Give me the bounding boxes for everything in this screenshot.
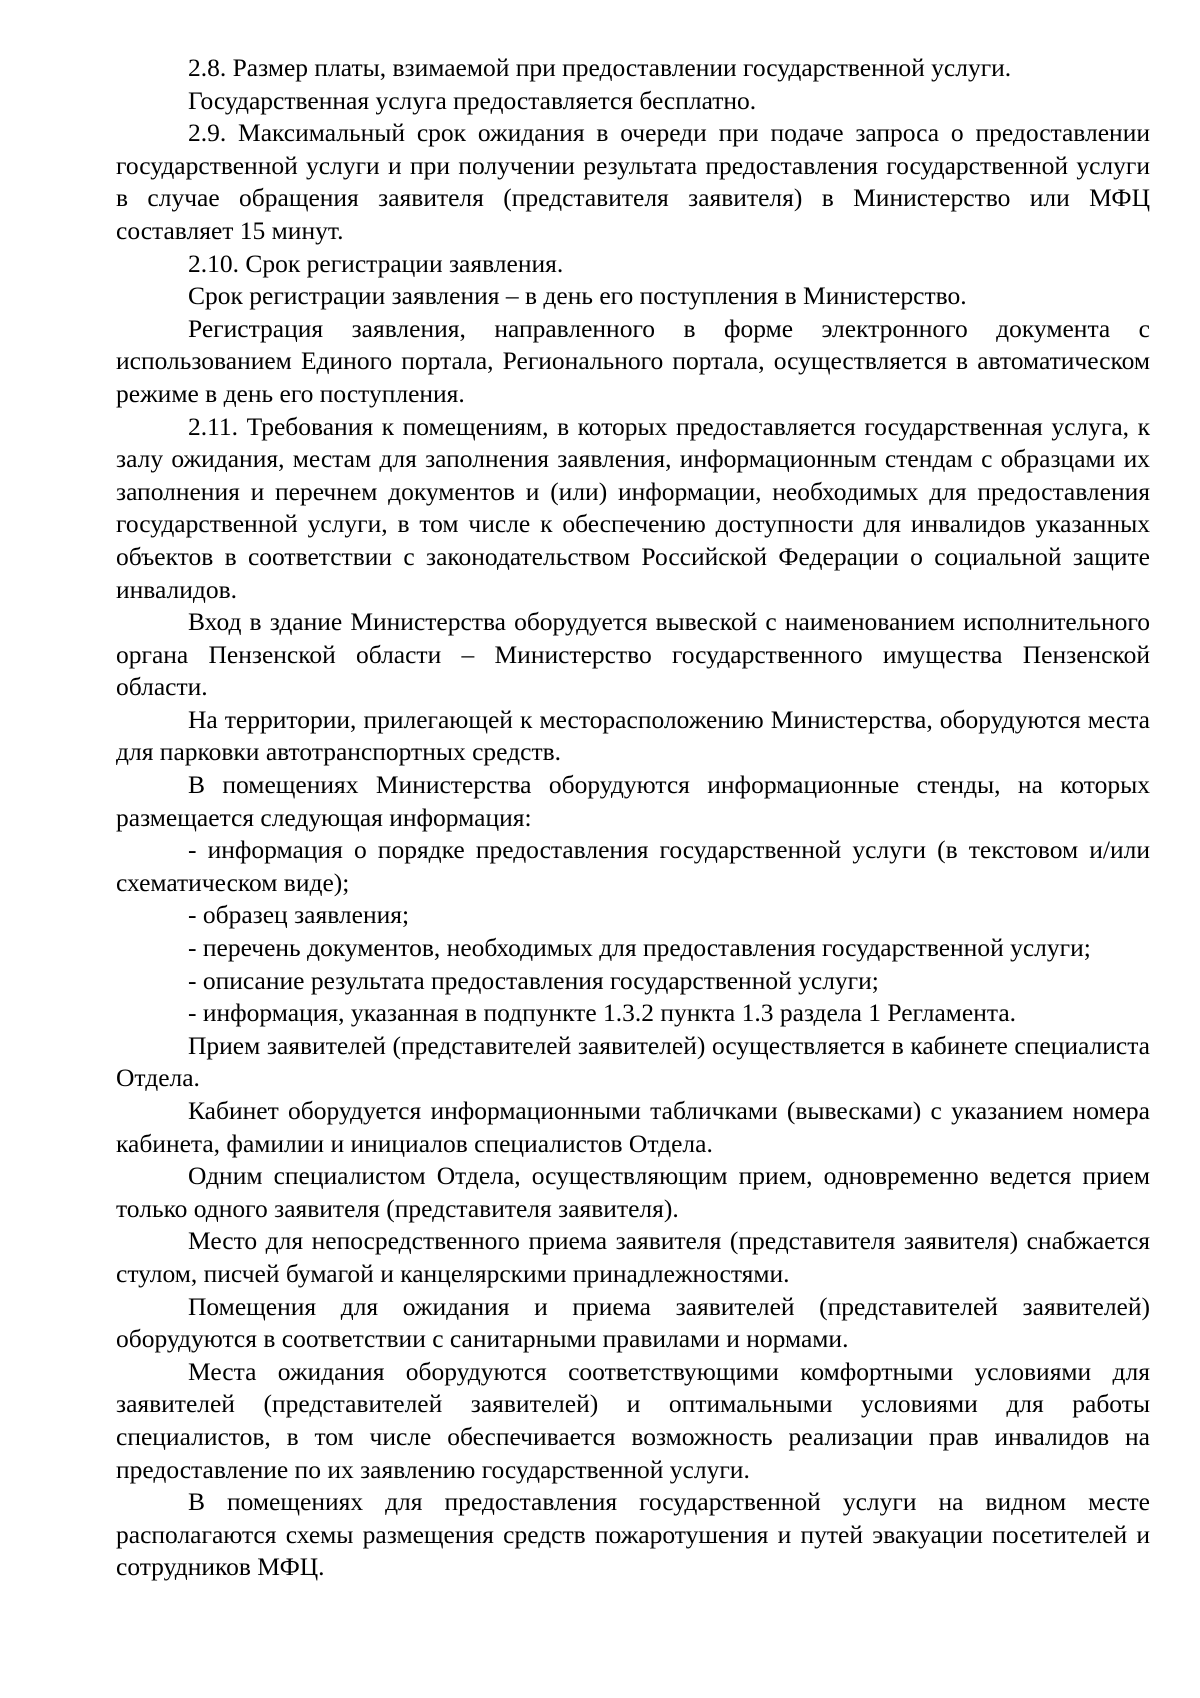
paragraph-registration-term: Срок регистрации заявления – в день его поступления в Министерство.	[188, 281, 967, 311]
paragraph-2-9: 2.9. Максимальный срок ожидания в очереди при подаче запроса о предоставлении государственной услуги и при получении результата предоставления государственной услуги в случае обращения заявителя (представителя заявителя) в Министерство или МФЦ составляет 15 минут.	[116, 118, 1150, 245]
paragraph-info-stands: В помещениях Министерства оборудуются информационные стенды, на которых размещается следующая информация:	[116, 770, 1150, 832]
paragraph-2-8-heading: 2.8. Размер платы, взимаемой при предоставлении государственной услуги.	[188, 53, 1012, 82]
paragraph-entrance-sign: Вход в здание Министерства оборудуется вывеской с наименованием исполнительного органа Пензенской области – Министерство государственного имущества Пензенской области.	[116, 607, 1150, 702]
paragraph-2-11: 2.11. Требования к помещениям, в которых предоставляется государственная услуга, к залу ожидания, местам для заполнения заявления, информационным стендам с образцами их заполнения и перечнем документов и (или) информации, необходимых для предоставления государственной услуги, в том числе к обеспечению доступности для инвалидов указанных объектов в соответствии с законодательством Российской Федерации о социальной защите инвалидов.	[116, 411, 1150, 604]
list-item-result-description: - описание результата предоставления государственной услуги;	[188, 965, 879, 995]
paragraph-reception: Прием заявителей (представителей заявителей) осуществляется в кабинете специалиста Отдела.	[116, 1030, 1150, 1093]
paragraph-waiting-places: Места ожидания оборудуются соответствующими комфортными условиями для заявителей (представителей заявителей) и оптимальными условиями для работы специалистов, в том числе обеспечивается возможность реализации прав инвалидов на предоставление по их заявлению государственной услуги.	[116, 1356, 1150, 1484]
paragraph-2-10-heading: 2.10. Срок регистрации заявления.	[188, 248, 564, 278]
paragraph-sanitary: Помещения для ожидания и приема заявителей (представителей заявителей) оборудуются в соответствии с санитарными правилами и нормами.	[116, 1291, 1150, 1354]
paragraph-reception-place: Место для непосредственного приема заявителя (представителя заявителя) снабжается стулом, писчей бумагой и канцелярскими принадлежностями.	[116, 1226, 1150, 1288]
list-item-documents-list: - перечень документов, необходимых для предоставления государственной услуги;	[188, 933, 1091, 963]
paragraph-evacuation: В помещениях для предоставления государственной услуги на видном месте располагаются схемы размещения средств пожаротушения и путей эвакуации посетителей и сотрудников МФЦ.	[116, 1487, 1150, 1582]
list-item-regulation-info: - информация, указанная в подпункте 1.3.2 пункта 1.3 раздела 1 Регламента.	[188, 998, 1017, 1028]
list-item-procedure-info: - информация о порядке предоставления государственной услуги (в текстовом и/или схематическом виде);	[116, 835, 1150, 897]
document-page	[116, 52, 1150, 1584]
paragraph-electronic-registration: Регистрация заявления, направленного в форме электронного документа с использованием Единого портала, Регионального портала, осуществляется в автоматическом режиме в день его поступления.	[116, 313, 1150, 408]
paragraph-one-applicant: Одним специалистом Отдела, осуществляющим прием, одновременно ведется прием только одного заявителя (представителя заявителя).	[116, 1161, 1150, 1223]
paragraph-parking: На территории, прилегающей к месторасположению Министерства, оборудуются места для парковки автотранспортных средств.	[116, 704, 1150, 767]
list-item-sample-application: - образец заявления;	[188, 900, 410, 930]
paragraph-fee: Государственная услуга предоставляется бесплатно.	[188, 85, 757, 115]
paragraph-office-signs: Кабинет оборудуется информационными табличками (вывесками) с указанием номера кабинета, фамилии и инициалов специалистов Отдела.	[116, 1096, 1150, 1158]
